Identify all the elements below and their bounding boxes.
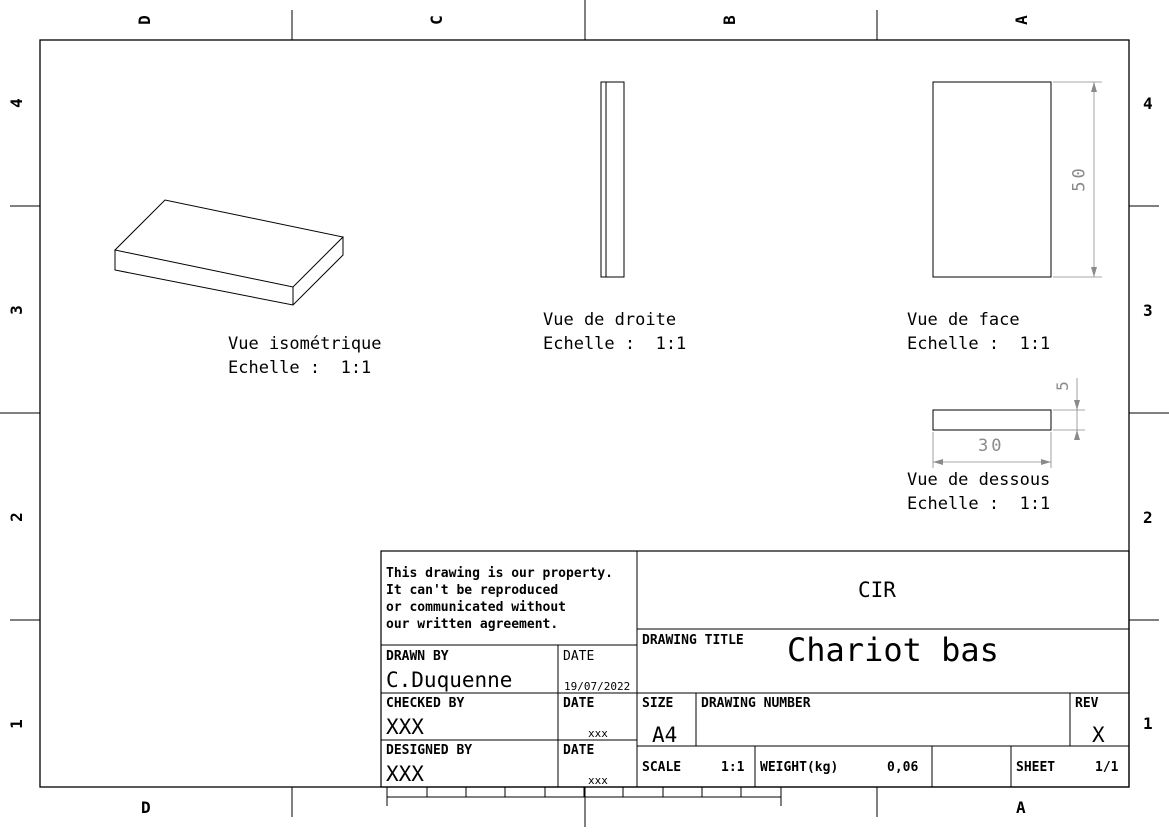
- right-view-title: Vue de droite: [543, 310, 677, 330]
- bottom-view-scale: Echelle : 1:1: [907, 494, 1051, 514]
- checked-by: XXX: [386, 715, 424, 739]
- drawn-date-label: DATE: [563, 649, 595, 664]
- width-dimension-text: 30: [978, 436, 1005, 456]
- thickness-dimension-text: 5: [1052, 381, 1072, 391]
- checked-by-label: CHECKED BY: [386, 696, 465, 711]
- drawing-title-label: DRAWING TITLE: [642, 633, 744, 648]
- drawing-number-label: DRAWING NUMBER: [701, 696, 811, 711]
- drawn-date: 19/07/2022: [564, 680, 631, 693]
- iso-view-scale: Echelle : 1:1: [228, 358, 372, 378]
- checked-date-label: DATE: [563, 696, 595, 711]
- weight-value: 0,06: [887, 760, 919, 775]
- notice-line-3: or communicated without: [386, 600, 567, 615]
- weight-label: WEIGHT(kg): [760, 760, 839, 775]
- sheet-size: A4: [652, 723, 678, 747]
- zone-right-row-1: 4: [1143, 94, 1153, 113]
- height-dimension-text: 50: [1069, 165, 1090, 192]
- zone-right-row-4: 1: [1143, 714, 1153, 733]
- scale-value: 1:1: [721, 760, 745, 775]
- zone-top-col-2: C: [426, 15, 446, 25]
- zone-top-col-4: A: [1011, 15, 1031, 25]
- drawing-title: Chariot bas: [787, 631, 999, 669]
- scale-label: SCALE: [642, 760, 682, 775]
- right-view: [601, 82, 624, 277]
- front-view-scale: Echelle : 1:1: [907, 334, 1051, 354]
- rev-label: REV: [1075, 696, 1099, 711]
- checked-date: xxx: [588, 727, 608, 740]
- zone-right-row-3: 2: [1143, 508, 1153, 527]
- front-view-title: Vue de face: [907, 310, 1020, 330]
- zone-right-row-2: 3: [1143, 301, 1153, 320]
- bottom-view-title: Vue de dessous: [907, 470, 1051, 490]
- zone-left-row-4: 1: [6, 719, 26, 729]
- drawn-by: C.Duquenne: [386, 668, 513, 692]
- designed-date: xxx: [588, 774, 608, 787]
- zone-bottom-col-1: D: [141, 798, 151, 817]
- designed-by: XXX: [386, 762, 424, 786]
- notice-line-4: our written agreement.: [386, 617, 559, 632]
- zone-top-col-3: B: [719, 15, 739, 25]
- isometric-view: [115, 200, 343, 305]
- size-label: SIZE: [642, 696, 674, 711]
- front-view: [933, 82, 1051, 277]
- zone-left-row-3: 2: [6, 512, 26, 522]
- right-view-scale: Echelle : 1:1: [543, 334, 687, 354]
- sheet-label: SHEET: [1016, 760, 1056, 775]
- zone-bottom-col-4: A: [1016, 798, 1026, 817]
- sheet-number: 1/1: [1095, 760, 1119, 775]
- zone-top-col-1: D: [134, 15, 154, 25]
- revision: X: [1092, 723, 1105, 747]
- notice-line-1: This drawing is our property.: [386, 566, 613, 581]
- iso-view-title: Vue isométrique: [228, 334, 382, 354]
- scale-ruler: [387, 787, 781, 806]
- notice-line-2: It can't be reproduced: [386, 583, 559, 598]
- company-name: CIR: [858, 578, 896, 602]
- zone-left-row-1: 4: [6, 98, 26, 108]
- bottom-view: [933, 410, 1051, 430]
- designed-date-label: DATE: [563, 743, 595, 758]
- designed-by-label: DESIGNED BY: [386, 743, 473, 758]
- drawing-border: [40, 40, 1129, 787]
- zone-left-row-2: 3: [6, 305, 26, 315]
- drawn-by-label: DRAWN BY: [386, 649, 449, 664]
